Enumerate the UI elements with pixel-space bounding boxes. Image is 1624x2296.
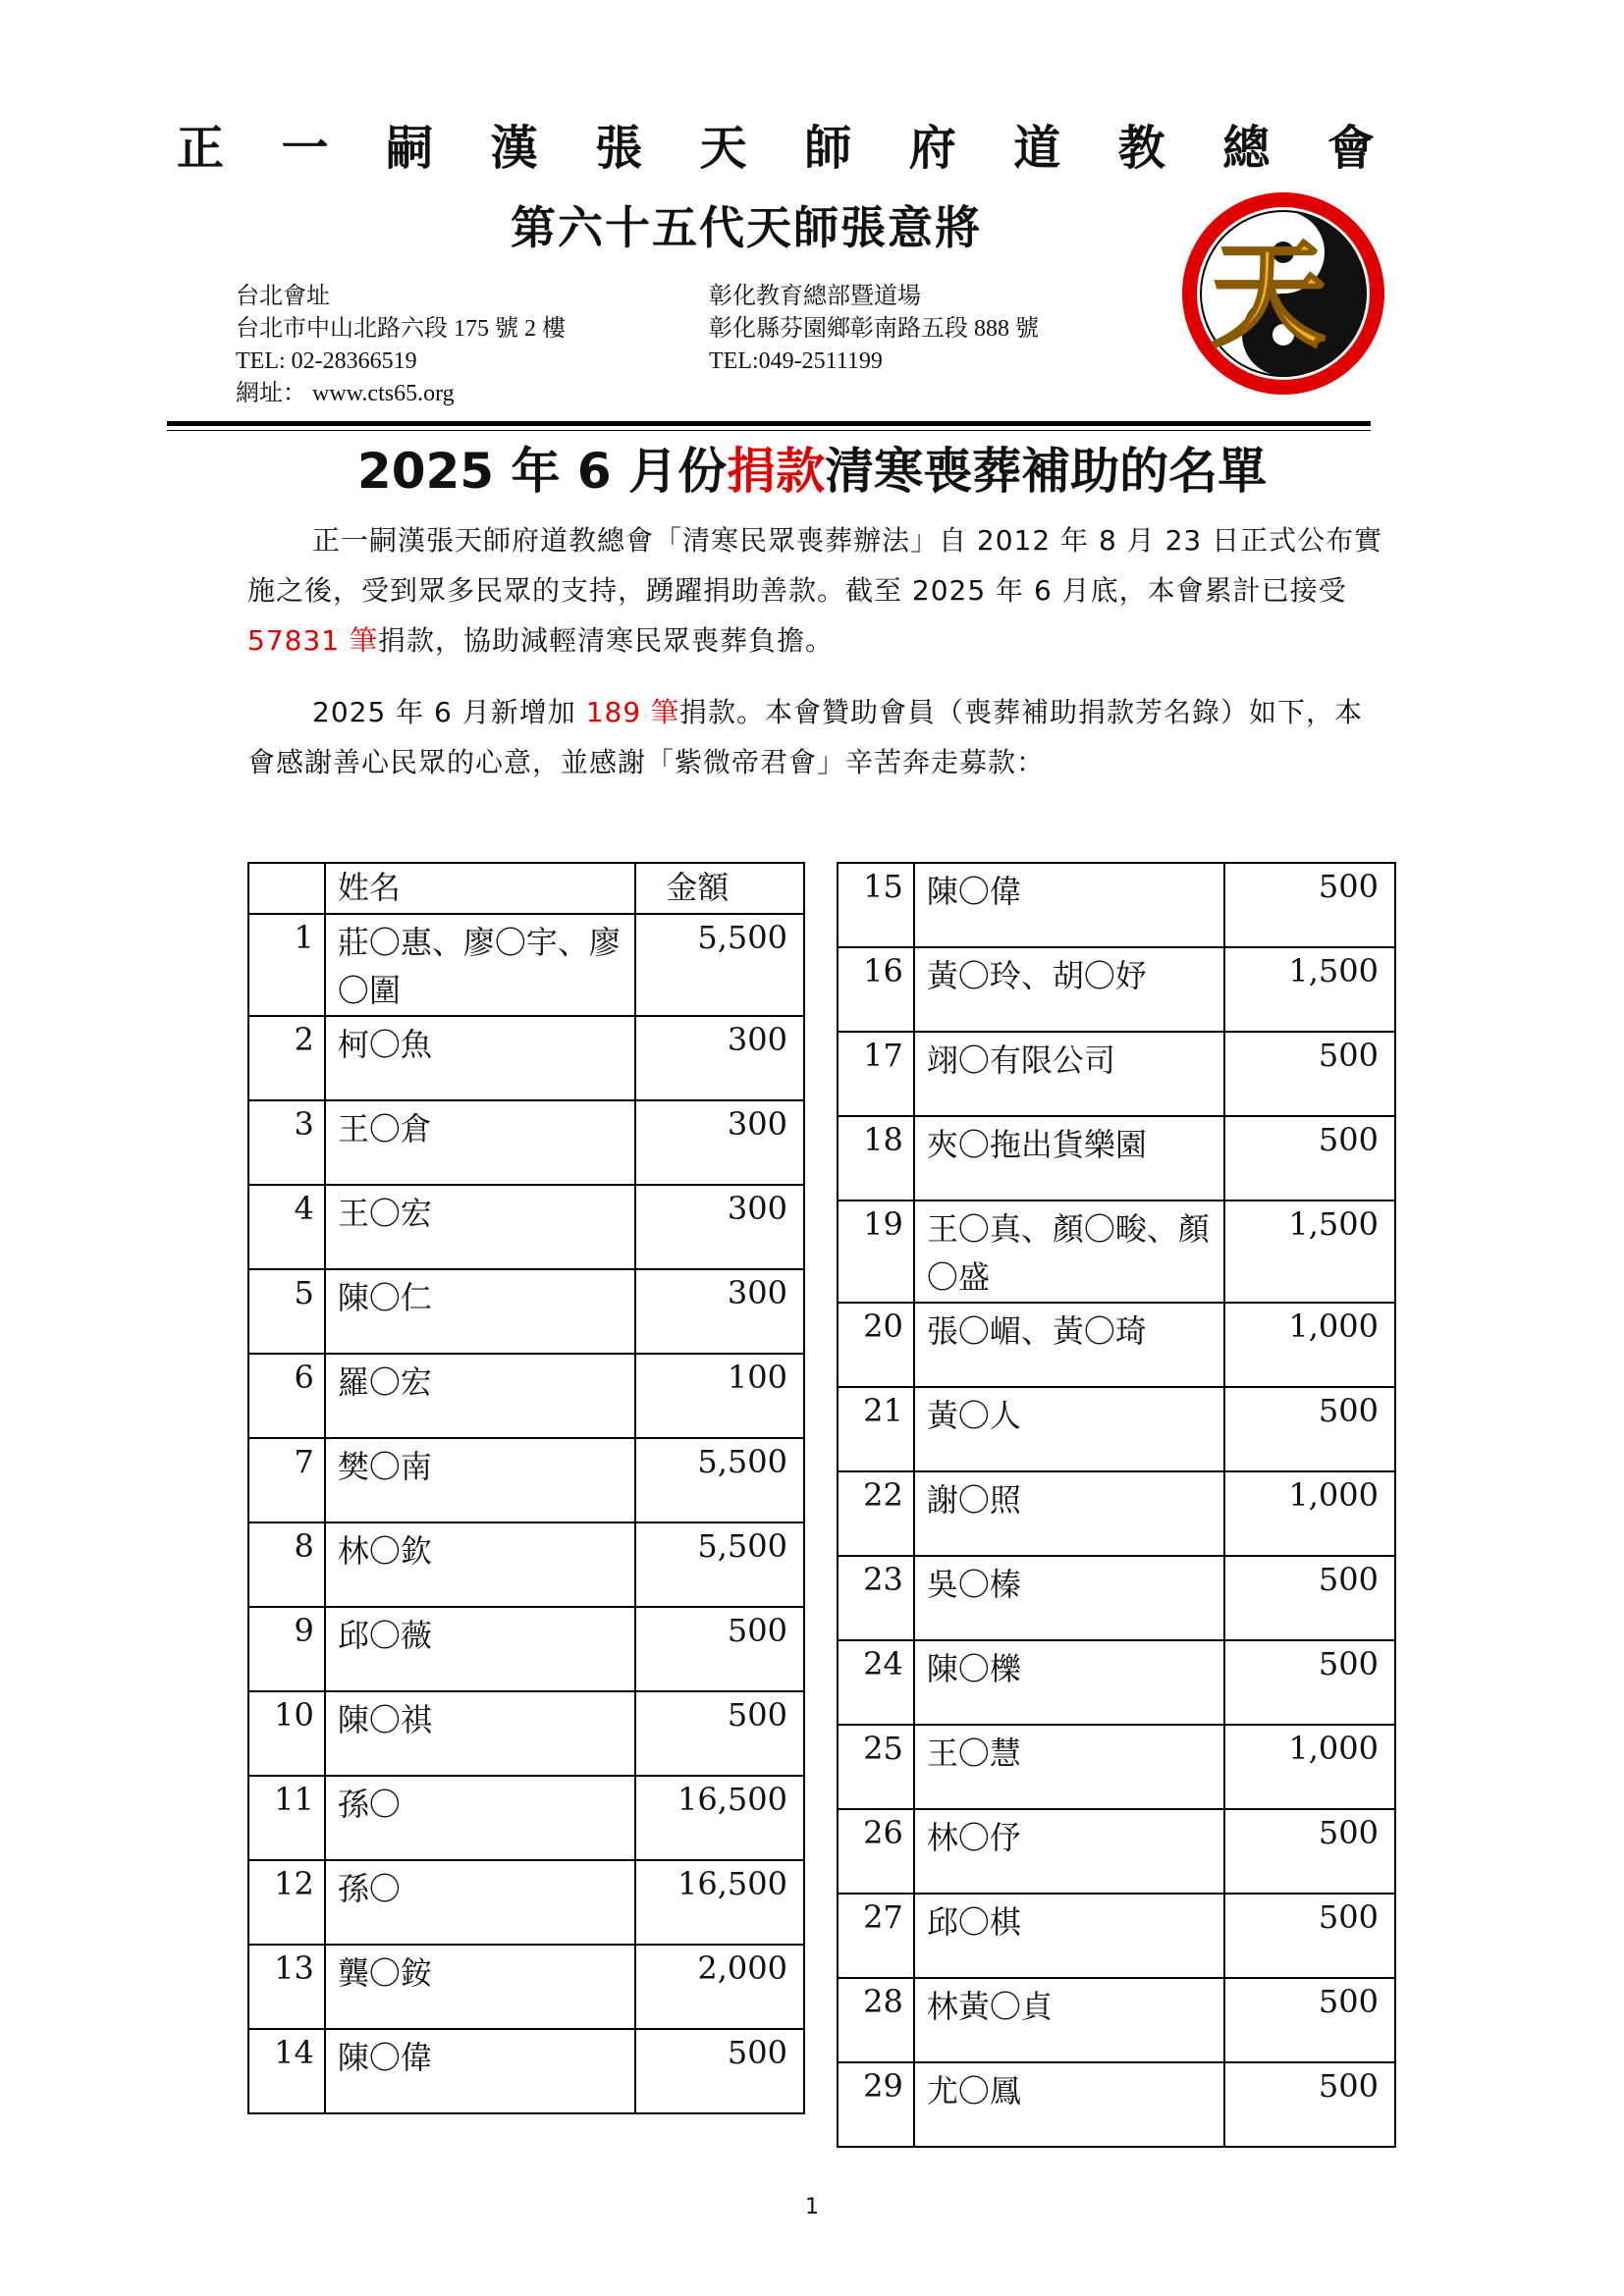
donor-name: 林黃〇貞: [914, 1978, 1225, 2062]
donor-row: [838, 1201, 1395, 1303]
donor-number: 19: [838, 1201, 914, 1303]
org-title-char: 總: [1222, 121, 1271, 176]
donor-name: 林〇欽: [325, 1522, 635, 1607]
donor-row: [248, 1016, 804, 1100]
intro-paragraph: [247, 515, 1384, 666]
org-title-char: 天: [699, 121, 747, 176]
monthly-text-end: 捐款。本會贊助會員（喪葬補助捐款芳名錄）如下，本會感謝善心民眾的心意，並感謝「紫微帝君會」辛苦奔走募款：: [247, 696, 1364, 778]
donor-amount: 500: [1224, 1640, 1395, 1725]
donor-amount: 500: [635, 2029, 804, 2113]
changhua-label: 彰化教育總部暨道場: [709, 284, 921, 309]
donor-name: 黃〇人: [914, 1387, 1225, 1471]
donor-number: 6: [248, 1354, 325, 1438]
title-prefix: 2025 年 6 月份: [356, 443, 728, 500]
donor-number: 7: [248, 1438, 325, 1522]
donor-number: 10: [248, 1691, 325, 1776]
donor-number: 1: [248, 914, 325, 1016]
changhua-address: 彰化縣芬園鄉彰南路五段 888 號: [709, 316, 1039, 342]
donor-row: [838, 1809, 1395, 1894]
donor-row: [838, 1303, 1395, 1387]
donor-number: 23: [838, 1556, 914, 1640]
donor-number: 21: [838, 1387, 914, 1471]
org-title-char: 會: [1326, 121, 1375, 176]
monthly-paragraph: [247, 687, 1384, 787]
donor-name: 邱〇薇: [325, 1607, 635, 1691]
donor-number: 25: [838, 1725, 914, 1809]
donor-number: 4: [248, 1185, 325, 1269]
donor-amount: 500: [1224, 1116, 1395, 1201]
donor-amount: 300: [635, 1269, 804, 1354]
donor-row: [248, 1945, 804, 2029]
donor-row: [248, 1438, 804, 1522]
donor-name: 王〇宏: [325, 1185, 635, 1269]
cumulative-count: 57831 筆: [247, 624, 378, 657]
donor-amount: 100: [635, 1354, 804, 1438]
donor-number: 17: [838, 1032, 914, 1116]
donor-number: 12: [248, 1860, 325, 1945]
donor-amount: 16,500: [635, 1860, 804, 1945]
donor-number: 9: [248, 1607, 325, 1691]
donor-amount: 500: [1224, 863, 1395, 947]
donor-number: 5: [248, 1269, 325, 1354]
donor-row: [838, 1894, 1395, 1978]
donor-name: 莊〇惠、廖〇宇、廖〇圍: [325, 914, 635, 1016]
donor-name: 龔〇銨: [325, 1945, 635, 2029]
donor-name: 吳〇榛: [914, 1556, 1225, 1640]
donor-amount: 500: [1224, 1032, 1395, 1116]
donor-row: [838, 1640, 1395, 1725]
donor-number: 20: [838, 1303, 914, 1387]
donor-number: 15: [838, 863, 914, 947]
donor-row: [838, 1556, 1395, 1640]
header-number-cell: [248, 863, 325, 914]
donor-name: 邱〇棋: [914, 1894, 1225, 1978]
donor-number: 3: [248, 1100, 325, 1185]
donor-number: 13: [248, 1945, 325, 2029]
donor-amount: 2,000: [635, 1945, 804, 2029]
org-title-char: 張: [595, 121, 643, 176]
donor-number: 27: [838, 1894, 914, 1978]
donor-number: 8: [248, 1522, 325, 1607]
donor-number: 11: [248, 1776, 325, 1860]
donor-amount: 500: [1224, 2062, 1395, 2147]
org-title-char: 漢: [490, 121, 538, 176]
org-title-char: 師: [804, 121, 852, 176]
donor-number: 2: [248, 1016, 325, 1100]
donor-row: [838, 1387, 1395, 1471]
donor-amount: 300: [635, 1100, 804, 1185]
donor-amount: 5,500: [635, 1522, 804, 1607]
header-name-cell: 姓名: [325, 863, 635, 914]
donor-row: [248, 1522, 804, 1607]
donor-name: 樊〇南: [325, 1438, 635, 1522]
donor-name: 陳〇偉: [914, 863, 1225, 947]
donor-row: [248, 2029, 804, 2113]
donor-amount: 500: [1224, 1556, 1395, 1640]
page-number: 1: [805, 2195, 819, 2219]
donor-name: 張〇嵋、黃〇琦: [914, 1303, 1225, 1387]
donor-row: [248, 1860, 804, 1945]
logo-character: 天: [1210, 227, 1327, 363]
donor-amount: 1,000: [1224, 1725, 1395, 1809]
donor-number: 28: [838, 1978, 914, 2062]
donor-name: 陳〇祺: [325, 1691, 635, 1776]
website: 網址： www.cts65.org: [236, 381, 455, 406]
monthly-count: 189 筆: [585, 696, 680, 728]
taipei-address-block: [236, 281, 566, 410]
org-title-char: 嗣: [386, 121, 434, 176]
header-divider: [167, 421, 1371, 426]
donor-row: [838, 2062, 1395, 2147]
donor-row: [248, 1269, 804, 1354]
document-title: [0, 432, 1624, 503]
donor-amount: 5,500: [635, 914, 804, 1016]
donor-name: 柯〇魚: [325, 1016, 635, 1100]
donor-name: 孫〇: [325, 1860, 635, 1945]
donor-name: 陳〇偉: [325, 2029, 635, 2113]
donor-row: [838, 1116, 1395, 1201]
donor-name: 羅〇宏: [325, 1354, 635, 1438]
taipei-label: 台北會址: [236, 284, 330, 309]
donor-row: [248, 914, 804, 1016]
org-title-char: 府: [908, 121, 956, 176]
changhua-address-block: [709, 281, 1039, 378]
intro-text: 正一嗣漢張天師府道教總會「清寒民眾喪葬辦法」自 2012 年 8 月 23 日正式公布實施之後，受到眾多民眾的支持，踴躍捐助善款。截至 2025 年 6 月底，本會累計已接受: [247, 524, 1383, 607]
donor-number: 29: [838, 2062, 914, 2147]
donor-row: [248, 1185, 804, 1269]
donor-row: [838, 947, 1395, 1032]
table-header-row: [248, 863, 804, 914]
organization-title: [177, 110, 1375, 178]
donor-name: 謝〇照: [914, 1471, 1225, 1556]
donor-table-right: [837, 862, 1396, 2148]
org-title-char: 教: [1117, 121, 1165, 176]
donor-row: [248, 1607, 804, 1691]
donor-table-left: [247, 862, 805, 2114]
donor-row: [838, 1032, 1395, 1116]
donor-amount: 1,000: [1224, 1303, 1395, 1387]
org-title-char: 道: [1013, 121, 1061, 176]
donor-row: [838, 1725, 1395, 1809]
donor-name: 孫〇: [325, 1776, 635, 1860]
donor-amount: 500: [1224, 1978, 1395, 2062]
header-divider-thin: [167, 430, 1371, 431]
donor-number: 14: [248, 2029, 325, 2113]
taipei-tel: TEL: 02-28366519: [236, 348, 417, 374]
monthly-text: 2025 年 6 月新增加: [312, 696, 586, 728]
header-amount-cell: 金額: [635, 863, 804, 914]
donor-number: 16: [838, 947, 914, 1032]
title-highlight: 捐款: [727, 443, 826, 500]
donor-row: [248, 1776, 804, 1860]
changhua-tel: TEL:049-2511199: [709, 348, 883, 374]
donor-amount: 500: [1224, 1387, 1395, 1471]
subtitle-heavenly-master: 第六十五代天師張意將: [511, 201, 982, 254]
donor-name: 陳〇櫟: [914, 1640, 1225, 1725]
donor-amount: 1,500: [1224, 947, 1395, 1032]
donor-amount: 1,000: [1224, 1471, 1395, 1556]
donor-name: 陳〇仁: [325, 1269, 635, 1354]
intro-text-end: 捐款，協助減輕清寒民眾喪葬負擔。: [377, 624, 834, 657]
donor-row: [248, 1100, 804, 1185]
donor-amount: 1,500: [1224, 1201, 1395, 1303]
donor-name: 黃〇玲、胡〇妤: [914, 947, 1225, 1032]
donor-name: 王〇真、顏〇畯、顏〇盛: [914, 1201, 1225, 1303]
org-title-char: 一: [281, 121, 329, 176]
donor-row: [248, 1354, 804, 1438]
donor-amount: 500: [1224, 1894, 1395, 1978]
donor-row: [248, 1691, 804, 1776]
tai-chi-logo-icon: [1178, 188, 1388, 399]
donor-amount: 300: [635, 1185, 804, 1269]
donor-number: 26: [838, 1809, 914, 1894]
donor-row: [838, 863, 1395, 947]
donor-name: 王〇倉: [325, 1100, 635, 1185]
taipei-address: 台北市中山北路六段 175 號 2 樓: [236, 316, 566, 342]
donor-amount: 500: [635, 1691, 804, 1776]
donor-number: 24: [838, 1640, 914, 1725]
donor-amount: 300: [635, 1016, 804, 1100]
title-suffix: 清寒喪葬補助的名單: [825, 443, 1268, 500]
donor-amount: 16,500: [635, 1776, 804, 1860]
donor-number: 22: [838, 1471, 914, 1556]
donor-name: 王〇慧: [914, 1725, 1225, 1809]
donor-amount: 500: [1224, 1809, 1395, 1894]
donor-number: 18: [838, 1116, 914, 1201]
donor-row: [838, 1978, 1395, 2062]
donor-name: 林〇伃: [914, 1809, 1225, 1894]
donor-name: 夾〇拖出貨樂園: [914, 1116, 1225, 1201]
donor-name: 尤〇鳳: [914, 2062, 1225, 2147]
donor-row: [838, 1471, 1395, 1556]
donor-amount: 5,500: [635, 1438, 804, 1522]
donor-name: 翊〇有限公司: [914, 1032, 1225, 1116]
donor-amount: 500: [635, 1607, 804, 1691]
org-title-char: 正: [177, 121, 225, 176]
